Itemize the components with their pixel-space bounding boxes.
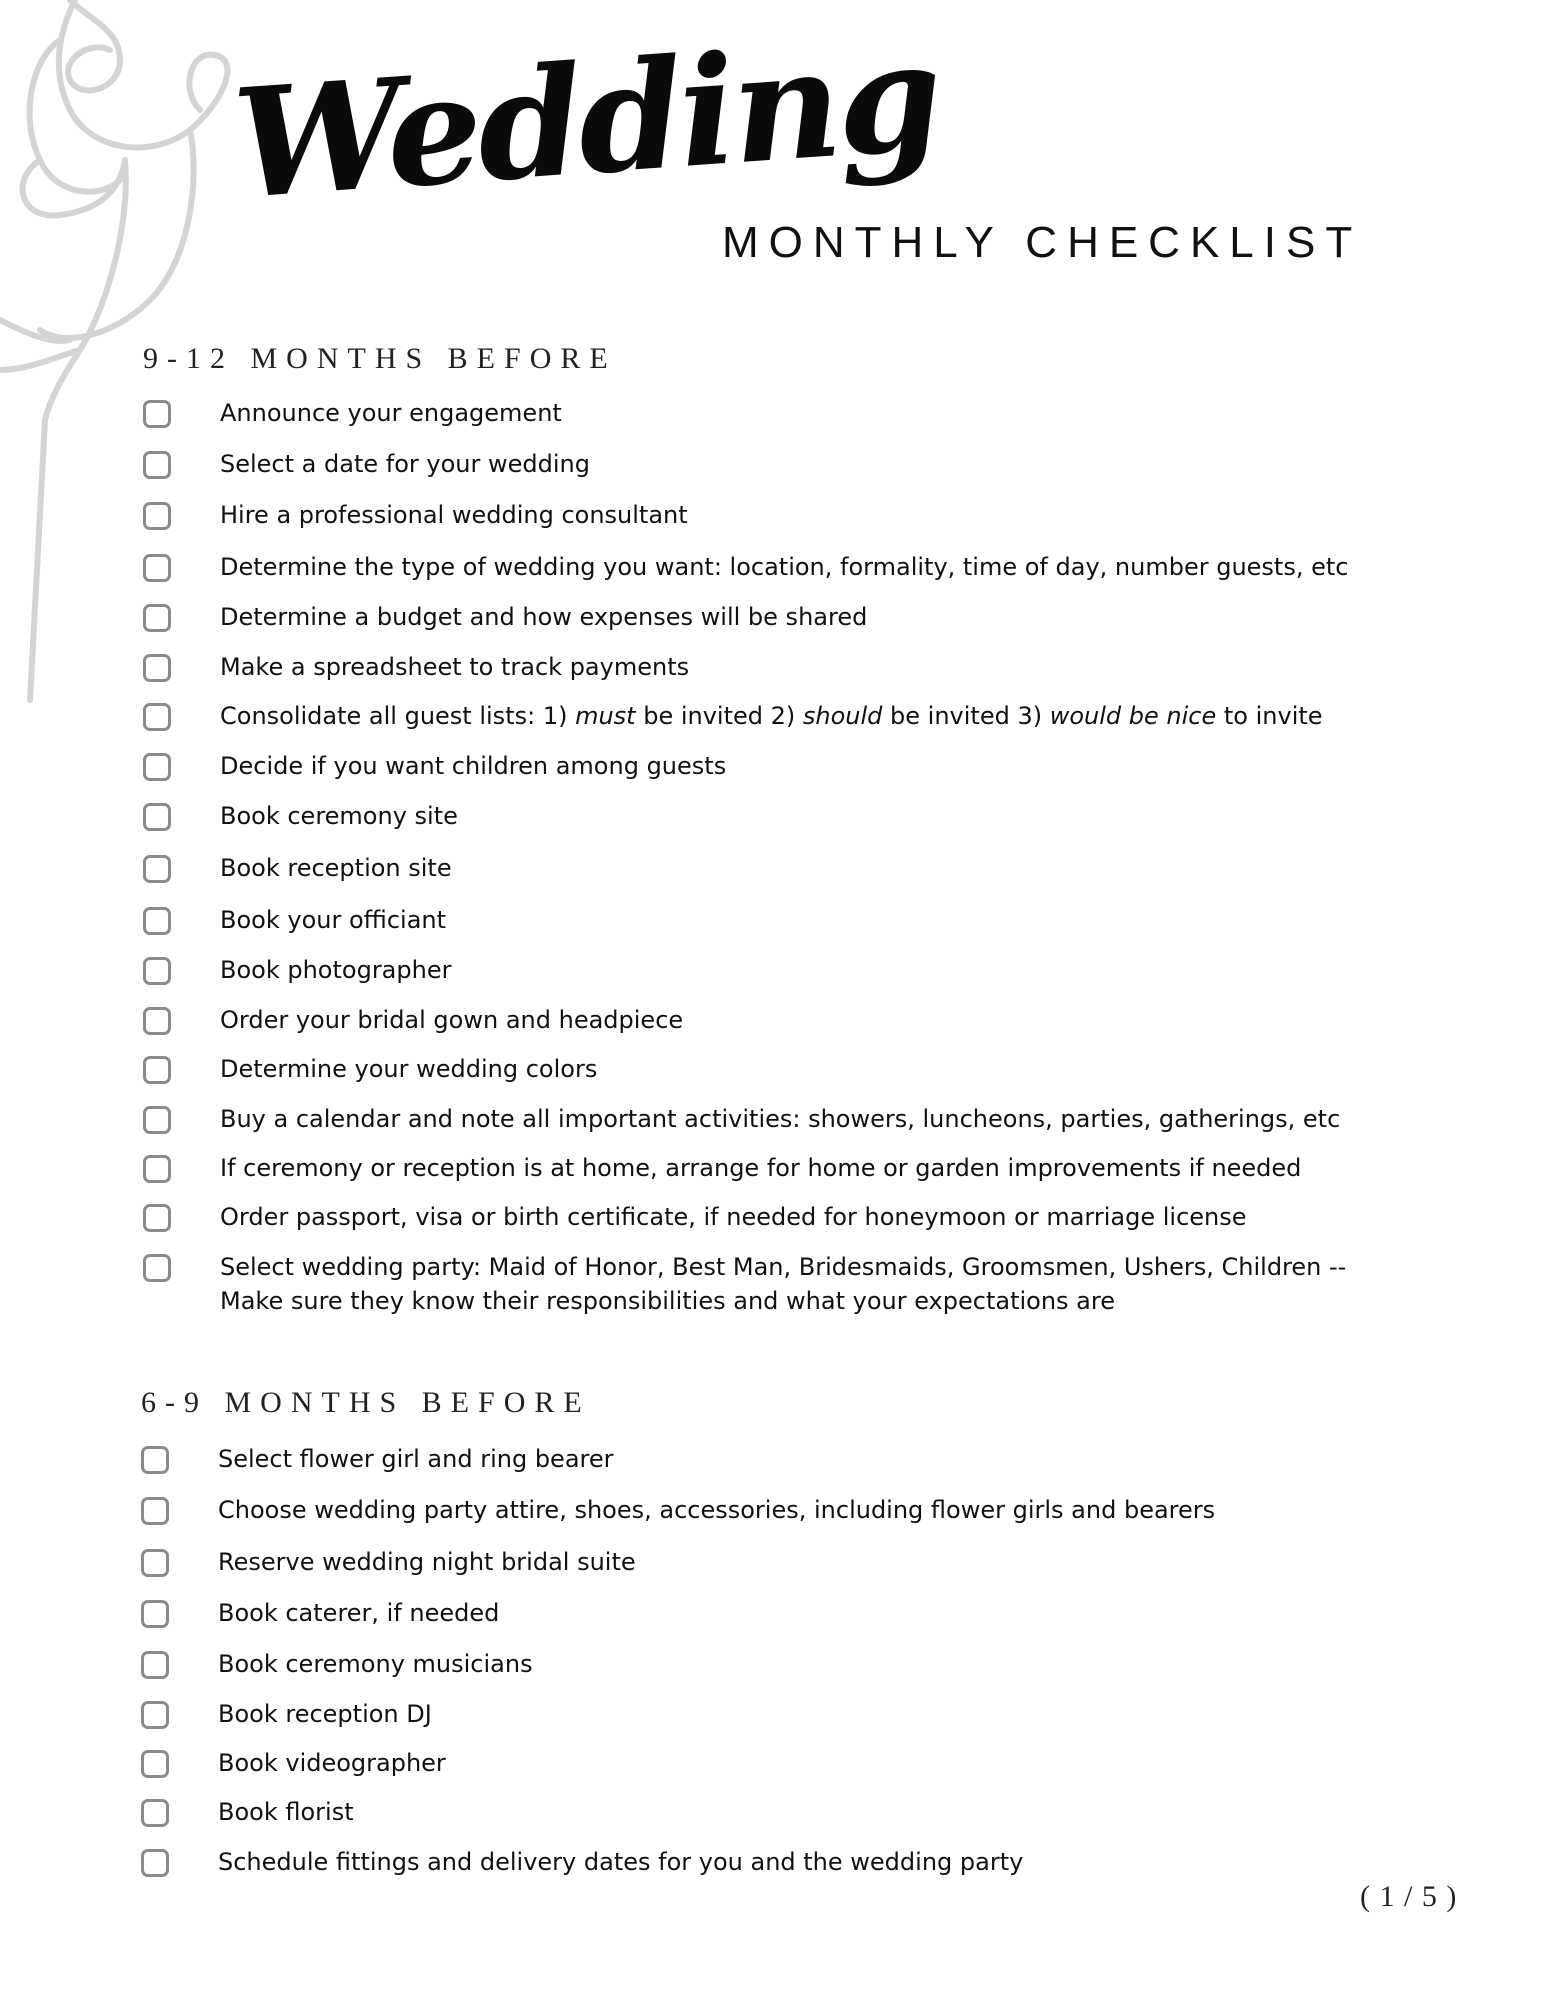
- checklist-item-label: If ceremony or reception is at home, arrange for home or garden improvements if needed: [220, 1154, 1302, 1182]
- checklist-item-label: Book reception DJ: [218, 1700, 432, 1728]
- checkbox[interactable]: [143, 703, 171, 731]
- checkbox[interactable]: [143, 753, 171, 781]
- checklist-item-label: Consolidate all guest lists: 1) must be invited 2) should be invited 3) would be nice to invite: [220, 702, 1323, 730]
- checklist-item-label: Book photographer: [220, 956, 452, 984]
- checklist-item-label: Book ceremony musicians: [218, 1650, 533, 1678]
- checkbox[interactable]: [141, 1549, 169, 1577]
- checklist-item-label: Decide if you want children among guests: [220, 752, 727, 780]
- checklist-item-label: Make a spreadsheet to track payments: [220, 653, 690, 681]
- checkbox[interactable]: [143, 502, 171, 530]
- checklist-item-label: Announce your engagement: [220, 399, 562, 427]
- checkbox[interactable]: [143, 1204, 171, 1232]
- checkbox[interactable]: [143, 400, 171, 428]
- checkbox[interactable]: [143, 604, 171, 632]
- checkbox[interactable]: [141, 1600, 169, 1628]
- checklist-item-label: Hire a professional wedding consultant: [220, 501, 688, 529]
- checkbox[interactable]: [141, 1799, 169, 1827]
- section-heading-6-9-months: 6-9 MONTHS BEFORE: [141, 1386, 591, 1419]
- checklist-item-label: Book ceremony site: [220, 802, 458, 830]
- checkbox[interactable]: [143, 957, 171, 985]
- checklist-item-label: Select a date for your wedding: [220, 450, 590, 478]
- checkbox[interactable]: [141, 1701, 169, 1729]
- checklist-item-label: Book florist: [218, 1798, 354, 1826]
- checkbox[interactable]: [141, 1651, 169, 1679]
- checkbox[interactable]: [143, 1007, 171, 1035]
- checklist-item-label: Book videographer: [218, 1749, 446, 1777]
- checklist-item-label: Buy a calendar and note all important activities: showers, luncheons, parties, gatherings, etc: [220, 1105, 1341, 1133]
- checkbox[interactable]: [141, 1497, 169, 1525]
- checkbox[interactable]: [143, 803, 171, 831]
- checklist-item-label: Order your bridal gown and headpiece: [220, 1006, 684, 1034]
- checkbox[interactable]: [143, 907, 171, 935]
- checkbox[interactable]: [143, 451, 171, 479]
- checkbox[interactable]: [143, 654, 171, 682]
- checklist-item-label-line2: Make sure they know their responsibilities and what your expectations are: [220, 1287, 1115, 1315]
- checkbox[interactable]: [143, 1155, 171, 1183]
- checkbox[interactable]: [143, 1106, 171, 1134]
- checklist-item-label: Determine a budget and how expenses will be shared: [220, 603, 868, 631]
- checklist-item-label: Choose wedding party attire, shoes, accessories, including flower girls and bearers: [218, 1496, 1216, 1524]
- checklist-item-label: Book caterer, if needed: [218, 1599, 500, 1627]
- checkbox[interactable]: [141, 1446, 169, 1474]
- checklist-item-label: Schedule fittings and delivery dates for you and the wedding party: [218, 1848, 1024, 1876]
- checkbox[interactable]: [143, 1056, 171, 1084]
- checklist-item-label: Select flower girl and ring bearer: [218, 1445, 614, 1473]
- checklist-item-label: Order passport, visa or birth certificate, if needed for honeymoon or marriage license: [220, 1203, 1247, 1231]
- checkbox[interactable]: [141, 1750, 169, 1778]
- checkbox[interactable]: [143, 554, 171, 582]
- title-script: Wedding: [228, 8, 944, 233]
- checklist-item-label: Book your officiant: [220, 906, 447, 934]
- checkbox[interactable]: [143, 855, 171, 883]
- checklist-item-label: Reserve wedding night bridal suite: [218, 1548, 636, 1576]
- checkbox[interactable]: [141, 1849, 169, 1877]
- checklist-item-label: Book reception site: [220, 854, 452, 882]
- page-number: ( 1 / 5 ): [1360, 1880, 1458, 1913]
- checkbox[interactable]: [143, 1254, 171, 1282]
- section-heading-9-12-months: 9-12 MONTHS BEFORE: [143, 342, 617, 375]
- checklist-item-label-line1: Select wedding party: Maid of Honor, Best Man, Bridesmaids, Groomsmen, Ushers, Children --: [220, 1253, 1347, 1281]
- title-subtitle: MONTHLY CHECKLIST: [722, 218, 1363, 267]
- checklist-item-label: Determine the type of wedding you want: location, formality, time of day, number guests, etc: [220, 553, 1349, 581]
- checklist-item-label: Determine your wedding colors: [220, 1055, 598, 1083]
